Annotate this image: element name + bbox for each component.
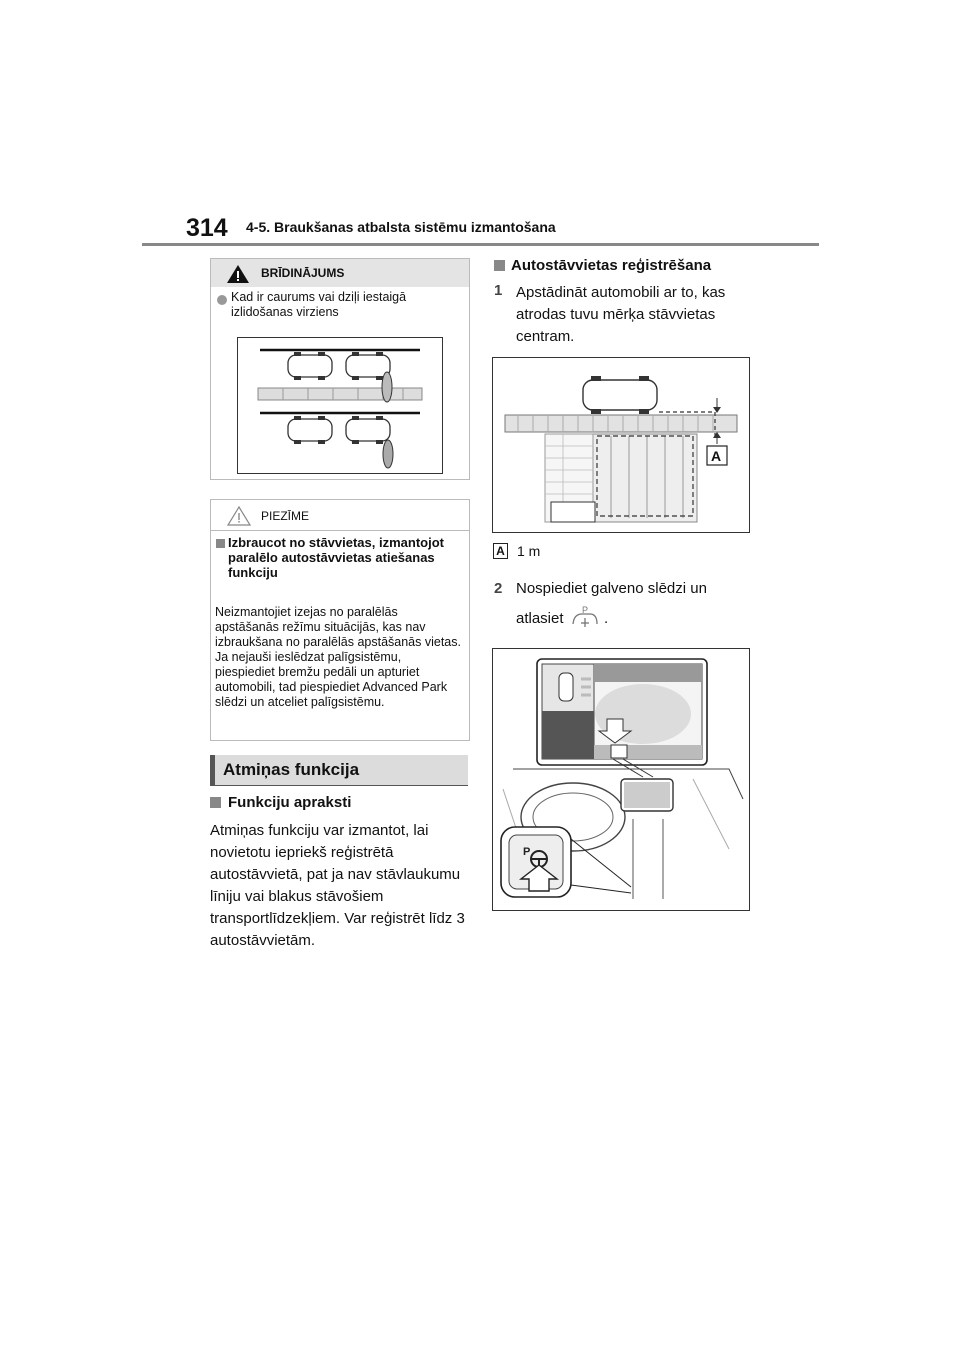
svg-text:P: P — [582, 605, 589, 615]
legend-text: 1 m — [517, 543, 541, 559]
warning-title: BRĪDINĀJUMS — [261, 266, 345, 280]
registration-heading: Autostāvvietas reģistrēšana — [511, 257, 712, 274]
page-number: 314 — [186, 214, 228, 242]
note-divider — [211, 530, 469, 531]
note-title: PIEZĪME — [261, 509, 310, 523]
warning-box — [210, 258, 470, 480]
step-1-text: Apstādināt automobili ar to, kas atrodas tuvu mērķa stāvvietas centram. — [516, 284, 726, 345]
memory-function-banner — [210, 755, 468, 785]
warning-text: Kad ir caurums vai dziļi iestaigā izlidošanas virziens — [231, 290, 407, 319]
heading-square-marker — [494, 260, 505, 271]
header-rule — [142, 243, 819, 246]
heading-square-marker — [210, 797, 221, 808]
section-title: 4-5. Braukšanas atbalsta sistēmu izmantošana — [246, 219, 556, 235]
parking-exit-illustration — [237, 337, 443, 474]
bullet-dot — [217, 295, 227, 305]
figure-label-a: A — [711, 448, 722, 464]
step-2-period: . — [604, 610, 609, 627]
memory-function-title: Atmiņas funkcija — [223, 760, 360, 779]
park-assist-icon — [570, 604, 600, 628]
function-description-heading: Funkciju apraksti — [228, 794, 352, 811]
note-box — [210, 499, 470, 741]
switch-label-p: P — [523, 846, 531, 858]
warning-triangle-icon — [226, 264, 250, 284]
heading-square-marker — [216, 539, 225, 548]
legend-label-box: A — [493, 543, 508, 559]
step-1-number: 1 — [494, 282, 503, 299]
step-2-number: 2 — [494, 580, 503, 597]
parking-registration-figure — [492, 357, 750, 533]
dashboard-switch-figure — [492, 648, 750, 911]
note-heading: Izbraucot no stāvvietas, izmantojot paralēlo autostāvvietas atiešanas funkciju — [228, 535, 444, 580]
banner-rule — [210, 785, 468, 786]
function-description-body: Atmiņas funkciju var izmantot, lai novietotu iepriekš reģistrētā autostāvvietā, pat ja nav stāvlaukumu līniju vai blakus stāvošiem transportlīdzekļiem. Var reģistrēt līdz 3 autostāvvietām. — [210, 822, 465, 949]
caution-triangle-icon — [227, 506, 251, 526]
step-2-text-select: atlasiet — [516, 610, 564, 627]
note-body: Neizmantojiet izejas no paralēlās apstāšanās režīmu situācijās, kas nav izbraukšana no paralēlās apstāšanās vietas. Ja nejauši ieslēdzat palīgsistēmu, piespiediet bremžu pedāli un apturiet automobili, tad piespiediet Advanced Park slēdzi un atceliet palīgsistēmu. — [215, 605, 461, 709]
step-2-text: Nospiediet galveno slēdzi un — [516, 580, 707, 597]
